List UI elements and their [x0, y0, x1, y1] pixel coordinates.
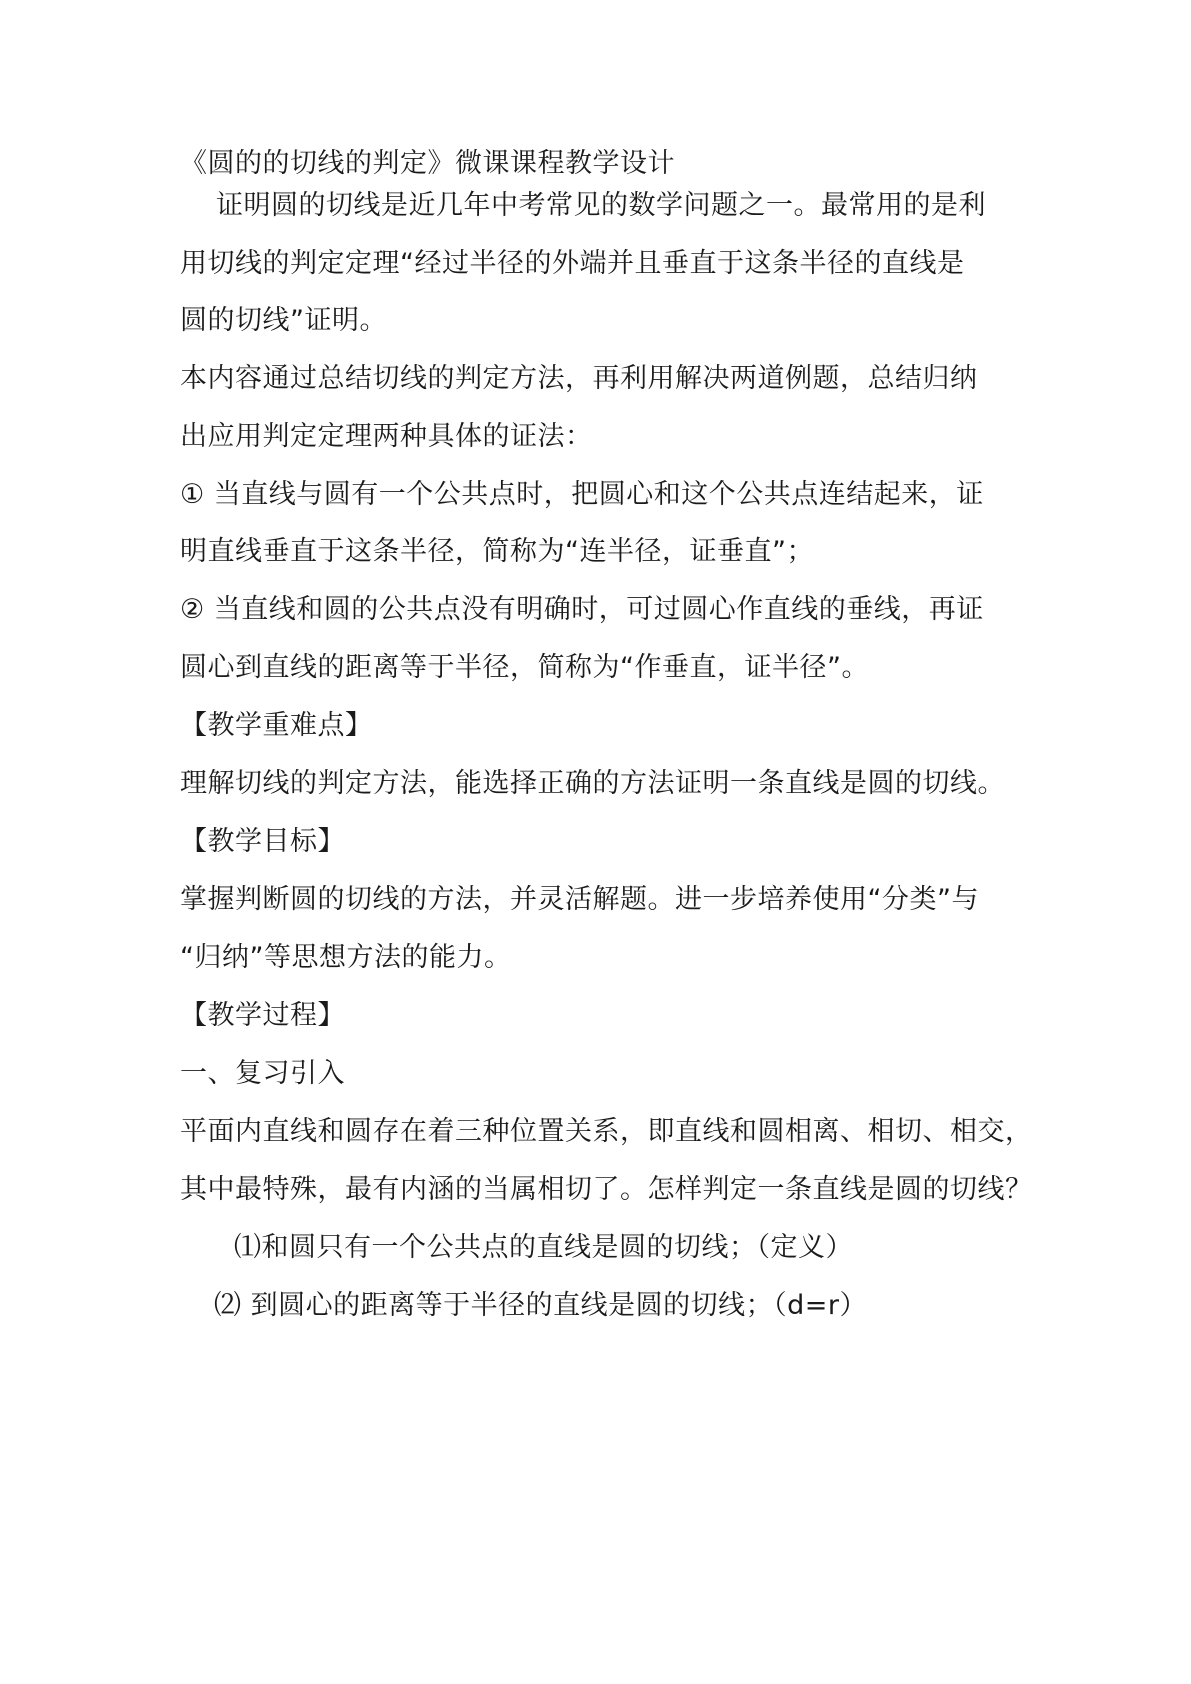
review-paragraph-line-1: 平面内直线和圆存在着三种位置关系，即直线和圆相离、相切、相交， — [180, 1116, 1033, 1147]
intro-line-1: 证明圆的切线是近几年中考常见的数学问题之一。最常用的是利 — [216, 190, 986, 221]
summary-line-1: 本内容通过总结切线的判定方法，再利用解决两道例题，总结归纳 — [180, 363, 978, 394]
criterion-item-1: ⑴和圆只有一个公共点的直线是圆的切线；（定义） — [234, 1232, 853, 1263]
method-2-line-2: 圆心到直线的距离等于半径，简称为“作垂直，证半径”。 — [180, 652, 869, 683]
review-paragraph-line-2: 其中最特殊，最有内涵的当属相切了。怎样判定一条直线是圆的切线？ — [180, 1174, 1033, 1205]
document-title: 《圆的的切线的判定》微课课程教学设计 — [180, 148, 675, 179]
key-points-heading: 【教学重难点】 — [180, 710, 373, 741]
criterion-item-2: ⑵ 到圆心的距离等于半径的直线是圆的切线；（d=r） — [214, 1290, 867, 1321]
objectives-line-1: 掌握判断圆的切线的方法，并灵活解题。进一步培养使用“分类”与 — [180, 884, 979, 915]
intro-line-2: 用切线的判定定理“经过半径的外端并且垂直于这条半径的直线是 — [180, 248, 965, 279]
method-1-line-1: ① 当直线与圆有一个公共点时，把圆心和这个公共点连结起来，证 — [180, 479, 984, 510]
summary-line-2: 出应用判定定理两种具体的证法： — [180, 421, 593, 452]
section-heading-review: 一、复习引入 — [180, 1058, 345, 1089]
process-heading: 【教学过程】 — [180, 1000, 345, 1031]
method-2-line-1: ② 当直线和圆的公共点没有明确时，可过圆心作直线的垂线，再证 — [180, 594, 984, 625]
method-1-line-2: 明直线垂直于这条半径，简称为“连半径，证垂直”； — [180, 536, 814, 567]
objectives-line-2: “归纳”等思想方法的能力。 — [180, 942, 512, 973]
objectives-heading: 【教学目标】 — [180, 826, 345, 857]
intro-line-3: 圆的切线”证明。 — [180, 305, 387, 336]
key-points-text: 理解切线的判定方法，能选择正确的方法证明一条直线是圆的切线。 — [180, 768, 1005, 799]
